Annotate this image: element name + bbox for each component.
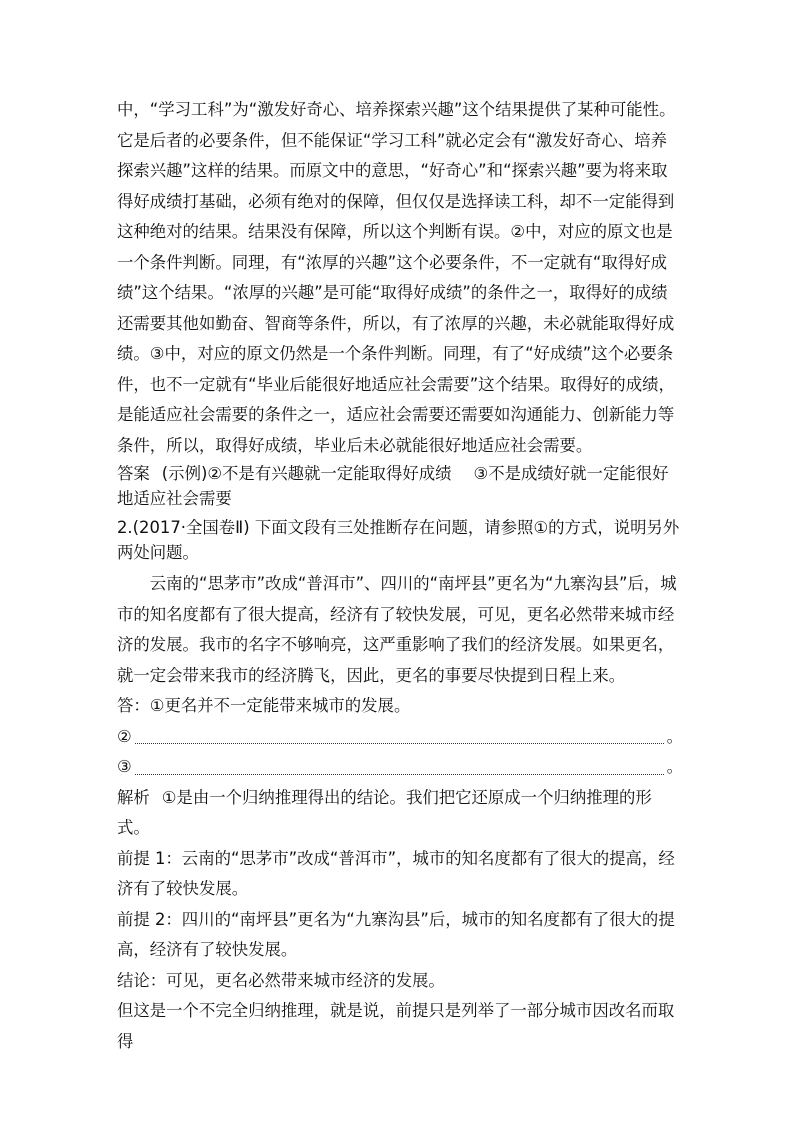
question-source: (2017·全国卷Ⅱ)	[132, 518, 250, 537]
answer-blank-3[interactable]	[117, 752, 683, 783]
premise-1: 前提 1：云南的“思茅市”改成“普洱市”，城市的知名度都有了很大的提高，经济有了较快发展。	[117, 848, 675, 898]
analysis-continuation-paragraph: 中，“学习工科”为“激发好奇心、培养探索兴趣”这个结果提供了某种可能性。它是后者的必要条件，但不能保证“学习工科”就必定会有“激发好奇心、培养探索兴趣”这样的结果。而原文中的意思，“好奇心”和“探索兴趣”要为将来取得好成绩打基础，必须有绝对的保障，但仅仅是选择读工科，却不一定能得到这种绝对的结果。结果没有保障，所以这个判断有误。②中，对应的原文也是一个条件判断。同理，有“浓厚的兴趣”这个必要条件，不一定就有“取得好成绩”这个结果。“浓厚的兴趣”是可能“取得好成绩”的条件之一，取得好的成绩还需要其他如勤奋、智商等条件，所以，有了浓厚的兴趣，未必就能取得好成绩。③中，对应的原文仍然是一个条件判断。同理，有了“好成绩”这个必要条件，也不一定就有“毕业后能很好地适应社会需要”这个结果。取得好的成绩，是能适应社会需要的条件之一，适应社会需要还需要如沟通能力、创新能力等条件，所以，取得好成绩，毕业后未必就能很好地适应社会需要。	[117, 100, 676, 455]
answer-line-1	[117, 691, 683, 722]
question-number: 2.	[117, 518, 133, 537]
question-passage: 云南的“思茅市”改成“普洱市”、四川的“南坪县”更名为“九寨沟县”后，城市的知名度都有了很大提高，经济有了较快发展，可见，更名必然带来城市经济的发展。我市的名字不够响亮，这严重影响了我们的经济发展。如果更名，就一定会带来我市的经济腾飞，因此，更名的事要尽快提到日程上来。	[117, 574, 677, 685]
answer-text: (示例)②不是有兴趣就一定能取得好成绩	[161, 464, 452, 483]
analysis-intro-text: ①是由一个归纳推理得出的结论。我们把它还原成一个归纳推理的形式。	[117, 787, 652, 837]
blank-2-end: 。	[666, 726, 683, 746]
question-2-stem	[117, 515, 683, 565]
premise-2: 前提 2：四川的“南坪县”更名为“九寨沟县”后，城市的知名度都有了很大的提高，经济有了较快发展。	[117, 909, 675, 959]
blank-3-marker: ③	[117, 757, 132, 776]
answer-paragraph	[117, 461, 683, 511]
document-page	[117, 95, 683, 1057]
conclusion: 结论：可见，更名必然带来城市经济的发展。	[117, 970, 445, 990]
dotted-blank-line	[135, 773, 664, 775]
answer-prefix: 答：	[117, 696, 150, 715]
answer-blank-2[interactable]	[117, 722, 683, 753]
dotted-blank-line	[135, 742, 664, 744]
answer-text-2: ③不是成绩好就一定能很好地适应社会需要	[117, 464, 669, 508]
answer-label: 答案	[117, 464, 150, 483]
analysis-intro	[117, 783, 683, 844]
analysis-tail: 但这是一个不完全归纳推理，就是说，前提只是列举了一部分城市因改名而取得	[117, 1001, 675, 1051]
blank-3-end: 。	[666, 757, 683, 776]
blank-2-marker: ②	[117, 726, 132, 746]
analysis-label: 解析	[117, 787, 150, 807]
question-prompt: 下面文段有三处推断存在问题，请参照①的方式，说明另外两处问题。	[117, 518, 680, 562]
answer-item-1: ①更名并不一定能带来城市的发展。	[149, 696, 411, 715]
